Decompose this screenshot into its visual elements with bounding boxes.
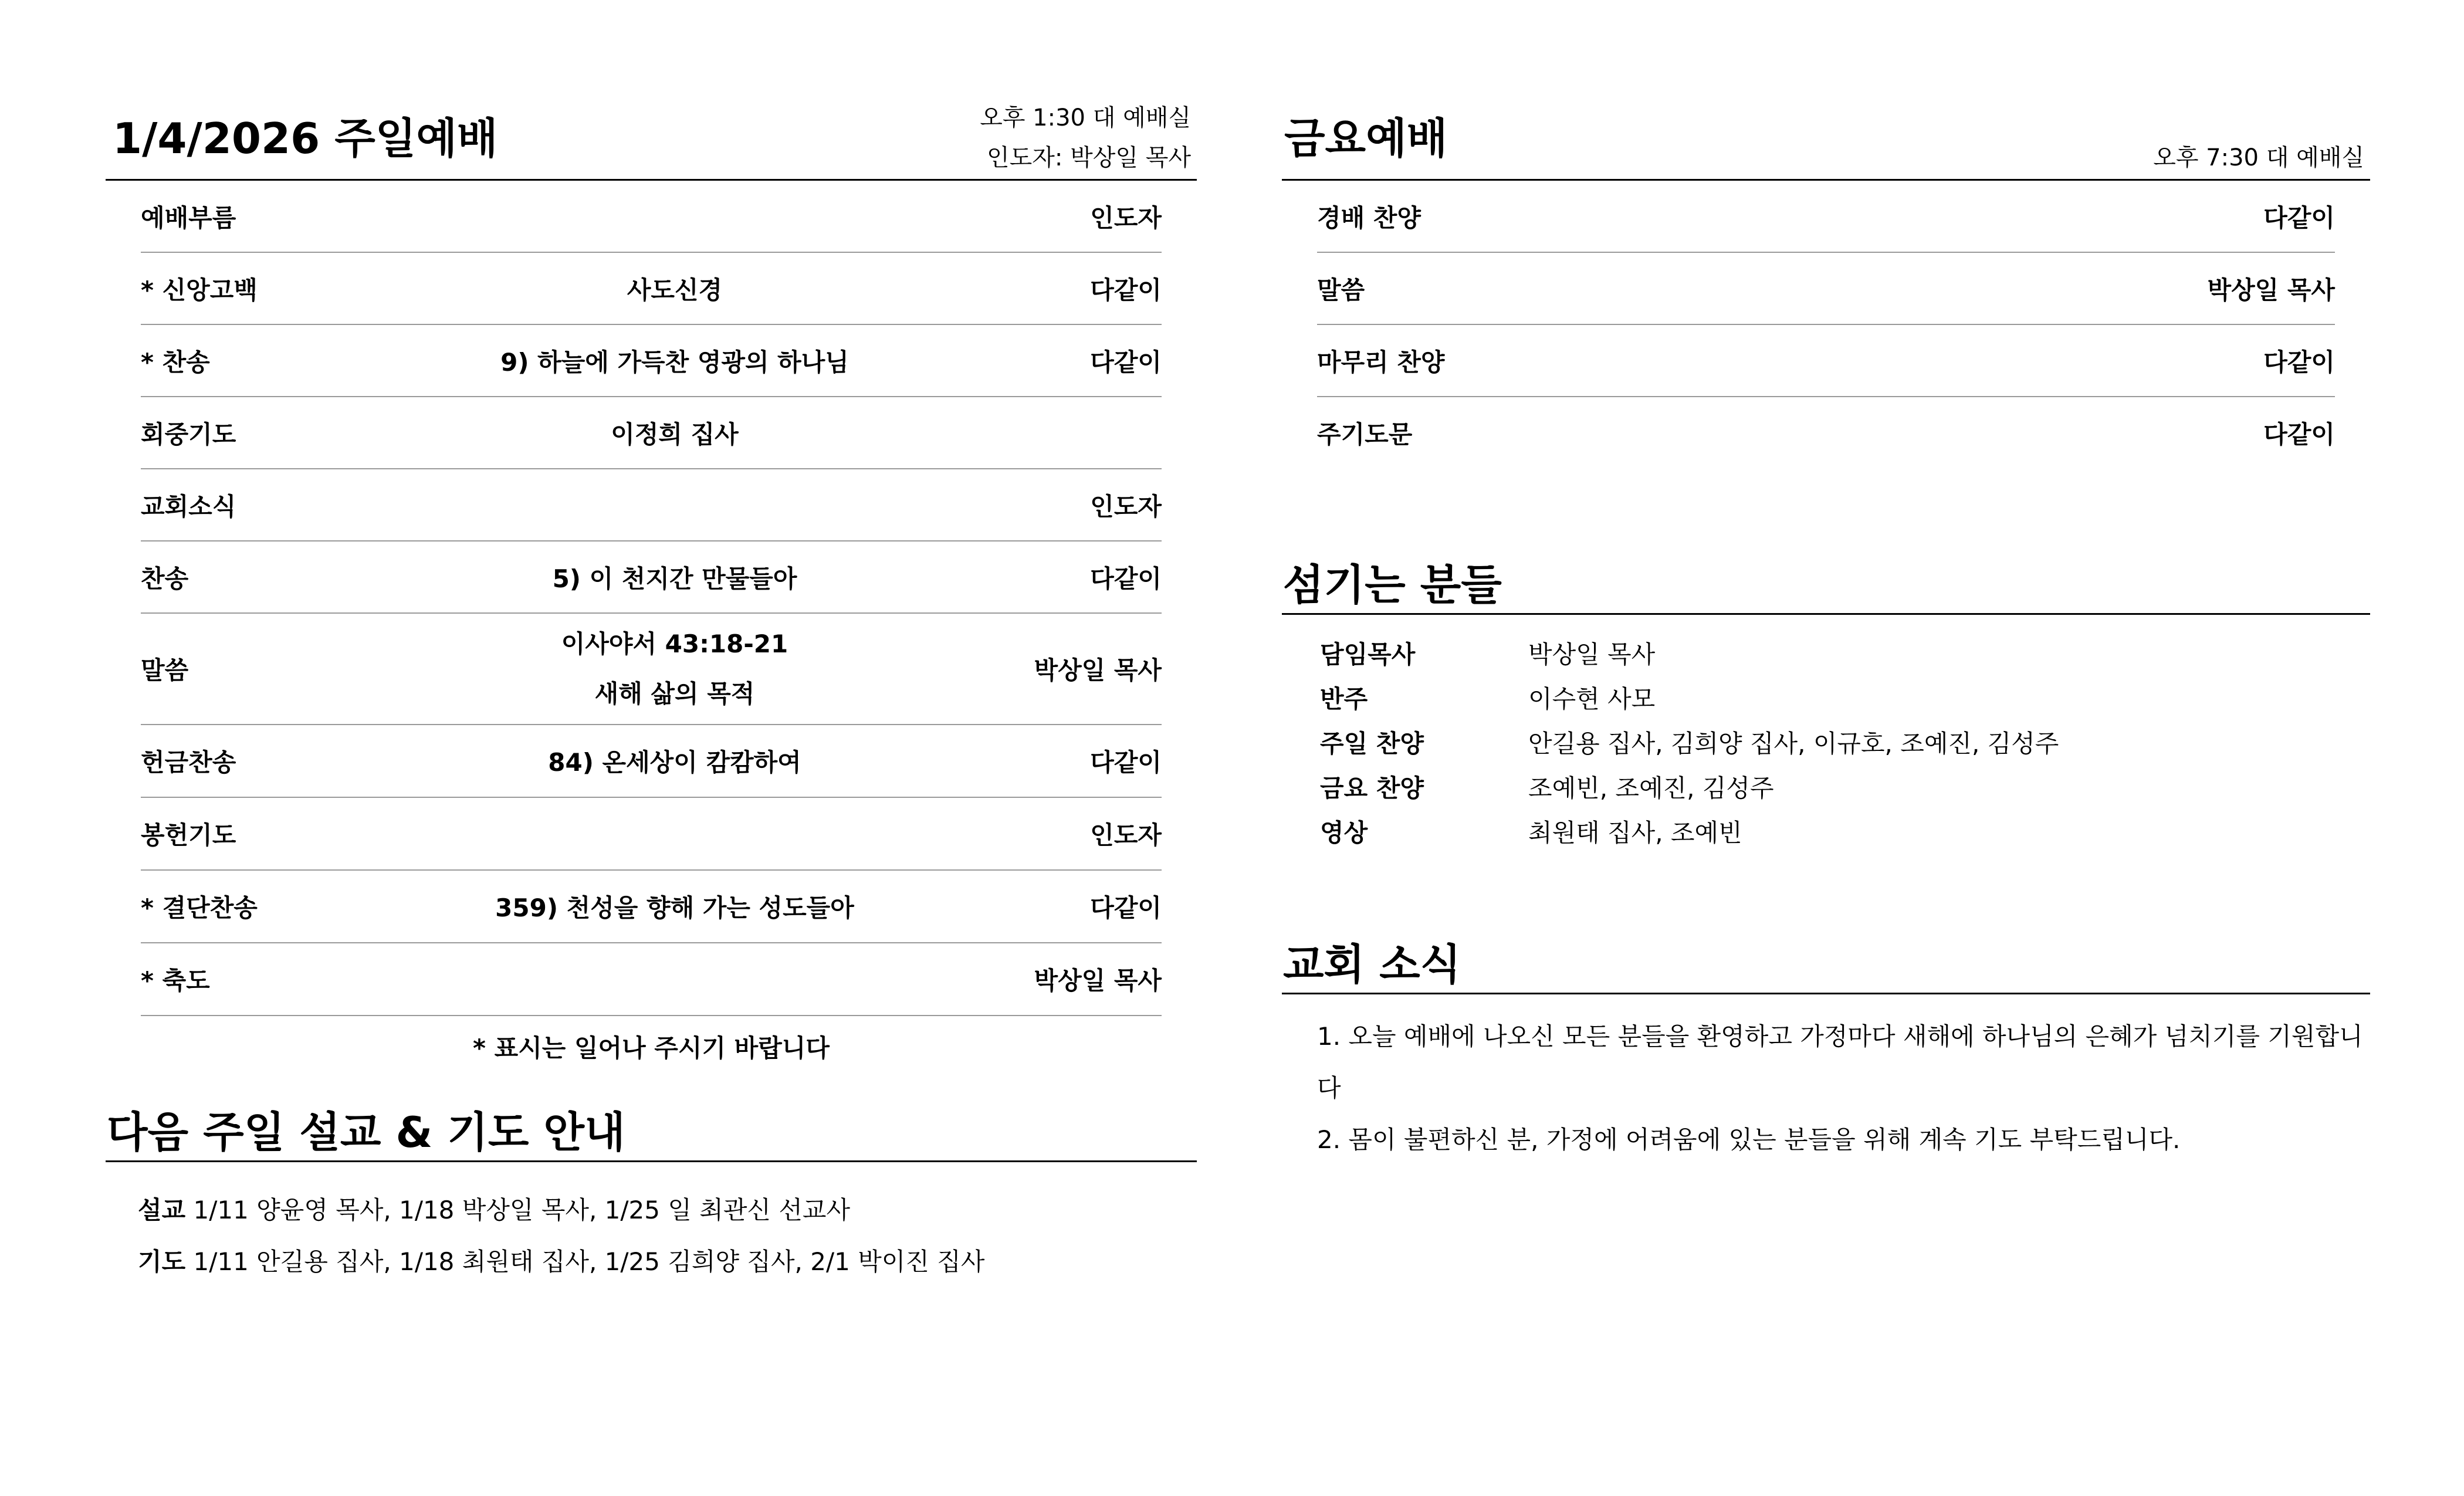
order-label: 교회소식 <box>141 492 236 521</box>
friday-row <box>1317 181 2335 253</box>
servants-title: 섬기는 분들 <box>1282 564 2370 615</box>
friday-order-list <box>1317 181 2335 468</box>
order-label: * 결단찬송 <box>141 893 258 922</box>
news-title: 교회 소식 <box>1282 943 2370 994</box>
sunday-header <box>106 0 1197 181</box>
servant-role: 영상 <box>1320 818 1368 847</box>
order-row <box>141 798 1162 871</box>
order-row <box>141 725 1162 798</box>
friday-label: 말씀 <box>1317 275 1365 304</box>
servant-row <box>1320 766 2370 811</box>
order-person: 인도자 <box>1090 203 1162 232</box>
sermon-label: 설교 <box>138 1196 186 1224</box>
order-person: 다같이 <box>1090 347 1162 377</box>
order-content: 359) 천성을 향해 가는 성도들아 <box>495 893 854 922</box>
order-row <box>141 614 1162 725</box>
servant-names: 이수현 사모 <box>1528 685 1656 713</box>
servant-row <box>1320 677 2370 722</box>
sunday-order-list <box>141 181 1162 1064</box>
friday-label: 마무리 찬양 <box>1317 347 1445 377</box>
servant-role: 담임목사 <box>1320 640 1416 669</box>
order-row <box>141 469 1162 541</box>
servant-role: 주일 찬양 <box>1320 729 1424 758</box>
sunday-panel <box>106 0 1197 1288</box>
news-list <box>1317 1011 2370 1166</box>
order-label: * 신앙고백 <box>141 275 258 304</box>
order-label: 말씀 <box>141 656 189 685</box>
prayer-label: 기도 <box>138 1247 186 1276</box>
friday-label: 경배 찬양 <box>1317 203 1421 232</box>
sunday-leader: 인도자: 박상일 목사 <box>986 144 1191 171</box>
servant-row <box>1320 632 2370 677</box>
order-person: 다같이 <box>1090 748 1162 777</box>
order-person: 인도자 <box>1090 821 1162 849</box>
sunday-title: 1/4/2026 주일예배 <box>113 114 498 163</box>
order-label: 회중기도 <box>141 419 236 449</box>
sermon-text: 1/11 양윤영 목사, 1/18 박상일 목사, 1/25 일 최관신 선교사 <box>193 1196 851 1224</box>
order-content: 사도신경 <box>627 275 723 304</box>
friday-person: 박상일 목사 <box>2207 275 2335 304</box>
friday-header <box>1282 0 2370 181</box>
servant-names: 조예빈, 조예진, 김성주 <box>1528 774 1774 803</box>
friday-row <box>1317 397 2335 468</box>
sunday-time: 오후 1:30 대 예배실 <box>980 104 1191 131</box>
servant-row <box>1320 811 2370 855</box>
order-row <box>141 943 1162 1016</box>
order-label: 헌금찬송 <box>141 748 236 777</box>
sermon-title: 새해 삶의 목적 <box>594 679 755 708</box>
friday-row <box>1317 253 2335 325</box>
order-content: 이정희 집사 <box>611 419 739 449</box>
order-row <box>141 871 1162 943</box>
order-label: 예배부름 <box>141 203 236 232</box>
friday-time: 오후 7:30 대 예배실 <box>2153 144 2364 171</box>
friday-label: 주기도문 <box>1317 419 1413 449</box>
order-person: 다같이 <box>1090 275 1162 304</box>
news-item: 2. 몸이 불편하신 분, 가정에 어려움에 있는 분들을 위해 계속 기도 부탁드립니다. <box>1317 1125 2181 1154</box>
order-person: 박상일 목사 <box>1034 656 1162 685</box>
order-label: 봉헌기도 <box>141 821 236 849</box>
order-label: 찬송 <box>141 564 189 593</box>
order-row <box>141 325 1162 397</box>
servant-row <box>1320 722 2370 766</box>
news-item: 1. 오늘 예배에 나오신 모든 분들을 환영하고 가정마다 새해에 하나님의 은혜가 넘치기를 기원합니다 <box>1317 1022 2363 1102</box>
order-person: 인도자 <box>1090 492 1162 521</box>
friday-person: 다같이 <box>2263 203 2335 232</box>
order-content: 9) 하늘에 가득찬 영광의 하나님 <box>500 347 849 377</box>
order-content: 5) 이 천지간 만물들아 <box>552 564 797 593</box>
order-content: 84) 온세상이 캄캄하여 <box>548 748 801 777</box>
order-person: 박상일 목사 <box>1034 966 1162 995</box>
friday-title: 금요예배 <box>1284 114 1448 163</box>
sermon-schedule <box>138 1184 1197 1236</box>
friday-person: 다같이 <box>2263 419 2335 449</box>
order-person: 다같이 <box>1090 564 1162 593</box>
order-row <box>141 253 1162 325</box>
scripture-reference: 이사야서 43:18-21 <box>561 629 788 658</box>
order-person: 다같이 <box>1090 893 1162 922</box>
prayer-schedule <box>138 1236 1197 1288</box>
servant-role: 금요 찬양 <box>1320 774 1424 803</box>
servant-names: 안길용 집사, 김희양 집사, 이규호, 조예진, 김성주 <box>1528 729 2059 758</box>
prayer-text: 1/11 안길용 집사, 1/18 최원태 집사, 1/25 김희양 집사, 2/1 박이진 집사 <box>193 1247 985 1276</box>
order-row <box>141 181 1162 253</box>
order-label: * 찬송 <box>141 347 210 377</box>
next-week-title: 다음 주일 설교 & 기도 안내 <box>106 1111 1197 1162</box>
order-row <box>141 397 1162 469</box>
friday-person: 다같이 <box>2263 347 2335 377</box>
friday-row <box>1317 325 2335 397</box>
order-label: * 축도 <box>141 966 210 995</box>
servant-names: 박상일 목사 <box>1528 640 1656 669</box>
servant-role: 반주 <box>1320 685 1368 713</box>
right-panel <box>1282 0 2370 1166</box>
servants-list <box>1320 632 2370 855</box>
order-row <box>141 541 1162 614</box>
order-content <box>434 619 915 719</box>
standing-note: * 표시는 일어나 주시기 바랍니다 <box>473 1034 830 1062</box>
servant-names: 최원태 집사, 조예빈 <box>1528 818 1742 847</box>
next-week-info <box>138 1184 1197 1288</box>
